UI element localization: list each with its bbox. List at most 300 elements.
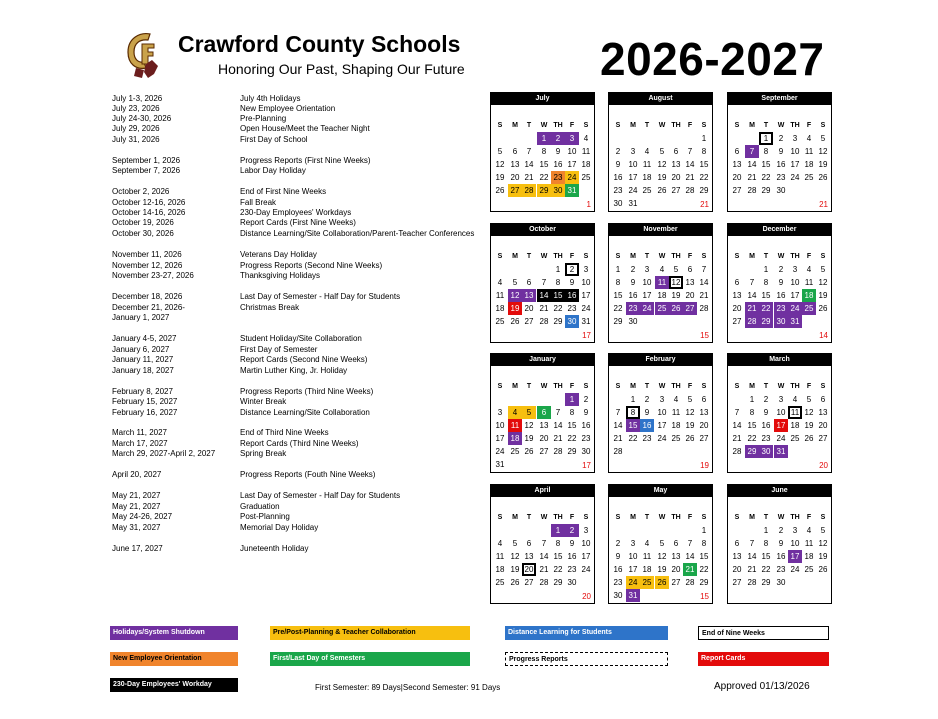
school-day-count: 17 xyxy=(582,331,591,340)
day-cell: 11 xyxy=(788,406,802,419)
weekday-header: W xyxy=(658,253,666,260)
weekday-header: S xyxy=(820,253,826,260)
weekday-header: S xyxy=(615,383,621,390)
event-description: Progress Reports (Third Nine Weeks) xyxy=(240,387,374,396)
day-cell: 13 xyxy=(522,289,536,302)
day-cell: 25 xyxy=(495,317,505,326)
event-date: September 7, 2026 xyxy=(112,166,181,175)
day-cell: 19 xyxy=(508,302,522,315)
day-cell: 8 xyxy=(701,147,707,156)
weekday-header: T xyxy=(644,514,650,521)
day-cell: 30 xyxy=(567,578,577,587)
day-cell: 2 xyxy=(778,265,784,274)
event-description: Graduation xyxy=(240,502,280,511)
weekday-header: W xyxy=(658,514,666,521)
day-cell: 10 xyxy=(628,552,638,561)
event-date: October 30, 2026 xyxy=(112,229,174,238)
month-name: August xyxy=(609,93,712,105)
day-cell: 13 xyxy=(699,408,709,417)
day-cell: 24 xyxy=(495,447,505,456)
day-cell: 18 xyxy=(642,565,652,574)
month-calendar-september xyxy=(727,92,832,212)
day-cell: 31 xyxy=(626,589,640,602)
day-cell: 31 xyxy=(565,184,579,197)
day-cell: 19 xyxy=(657,173,667,182)
weekday-header: M xyxy=(512,383,518,390)
event-description: Last Day of Semester - Half Day for Students xyxy=(240,491,401,500)
event-row xyxy=(112,366,482,376)
day-cell: 1 xyxy=(565,393,579,406)
weekday-header: S xyxy=(497,514,503,521)
weekday-header: S xyxy=(497,383,503,390)
event-row xyxy=(112,135,482,145)
day-cell: 17 xyxy=(495,434,505,443)
day-cell: 11 xyxy=(671,408,681,417)
day-cell: 12 xyxy=(657,160,667,169)
event-description: Winter Break xyxy=(240,397,287,406)
day-cell: 2 xyxy=(778,526,784,535)
day-cell: 10 xyxy=(567,147,577,156)
day-cell: 10 xyxy=(790,539,800,548)
day-cell: 6 xyxy=(820,395,826,404)
day-cell: 11 xyxy=(804,539,814,548)
day-cell: 30 xyxy=(551,184,565,197)
day-cell: 21 xyxy=(745,302,759,315)
day-cell: 4 xyxy=(792,395,798,404)
day-cell: 9 xyxy=(615,160,621,169)
event-date: October 14-16, 2026 xyxy=(112,208,186,217)
event-date: October 2, 2026 xyxy=(112,187,170,196)
day-cell: 12 xyxy=(524,421,534,430)
day-cell: 18 xyxy=(802,289,816,302)
event-description: Report Cards (Third Nine Weeks) xyxy=(240,439,359,448)
day-cell: 25 xyxy=(581,173,591,182)
day-cell: 31 xyxy=(495,460,505,469)
day-cell: 17 xyxy=(642,291,652,300)
school-day-count: 20 xyxy=(819,461,828,470)
day-cell: 8 xyxy=(626,406,640,419)
tagline: Honoring Our Past, Shaping Our Future xyxy=(218,61,465,77)
month-calendar-november xyxy=(608,223,713,343)
event-row xyxy=(112,94,482,104)
day-cell: 2 xyxy=(615,539,621,548)
weekday-header: TH xyxy=(671,514,681,521)
day-cell: 6 xyxy=(687,265,693,274)
day-cell: 13 xyxy=(671,552,681,561)
day-cell: 22 xyxy=(613,304,623,313)
day-cell: 20 xyxy=(732,565,742,574)
day-cell: 25 xyxy=(640,576,654,589)
day-cell: 5 xyxy=(659,147,665,156)
day-cell: 31 xyxy=(788,315,802,328)
month-calendar-october xyxy=(490,223,595,343)
day-cell: 6 xyxy=(701,395,707,404)
event-row xyxy=(112,114,482,124)
weekday-header: F xyxy=(687,122,693,129)
day-cell: 6 xyxy=(673,539,679,548)
day-cell: 26 xyxy=(510,317,520,326)
school-day-count: 14 xyxy=(819,331,828,340)
event-date: October 19, 2026 xyxy=(112,218,174,227)
day-cell: 31 xyxy=(628,199,638,208)
event-description: Memorial Day Holiday xyxy=(240,523,319,532)
event-description: Fall Break xyxy=(240,198,277,207)
month-name: February xyxy=(609,354,712,366)
event-date: January 11, 2027 xyxy=(112,355,174,364)
day-cell: 7 xyxy=(555,408,561,417)
day-cell: 19 xyxy=(671,291,681,300)
school-day-count: 19 xyxy=(700,461,709,470)
event-row xyxy=(112,334,482,344)
day-cell: 23 xyxy=(567,565,577,574)
day-cell: 8 xyxy=(701,539,707,548)
day-cell: 9 xyxy=(644,408,650,417)
day-cell: 23 xyxy=(567,304,577,313)
event-description: First Day of School xyxy=(240,135,308,144)
event-date: February 15, 2027 xyxy=(112,397,178,406)
day-cell: 7 xyxy=(701,265,707,274)
weekday-header: T xyxy=(763,122,769,129)
day-cell: 7 xyxy=(541,539,547,548)
weekday-header: S xyxy=(701,383,707,390)
day-cell: 16 xyxy=(776,160,786,169)
legend-item: First/Last Day of Semesters xyxy=(270,652,470,666)
weekday-header: T xyxy=(526,383,532,390)
weekday-header: M xyxy=(630,514,636,521)
month-calendar-july xyxy=(490,92,595,212)
event-description: Open House/Meet the Teacher Night xyxy=(240,124,370,133)
day-cell: 5 xyxy=(512,539,518,548)
day-cell: 4 xyxy=(508,406,522,419)
day-cell: 26 xyxy=(669,302,683,315)
weekday-header: TH xyxy=(790,383,800,390)
school-day-count: 20 xyxy=(582,592,591,601)
weekday-header: S xyxy=(615,514,621,521)
legend-item: New Employee Orientation xyxy=(110,652,238,666)
day-cell: 21 xyxy=(524,173,534,182)
weekday-header: TH xyxy=(553,253,563,260)
event-date: September 1, 2026 xyxy=(112,156,181,165)
day-cell: 20 xyxy=(671,173,681,182)
day-cell: 6 xyxy=(526,278,532,287)
weekday-header: S xyxy=(497,253,503,260)
day-cell: 21 xyxy=(539,565,549,574)
day-cell: 9 xyxy=(615,552,621,561)
day-cell: 9 xyxy=(630,278,636,287)
day-cell: 13 xyxy=(524,552,534,561)
event-row xyxy=(112,449,482,459)
day-cell: 25 xyxy=(655,302,669,315)
day-cell: 20 xyxy=(699,421,709,430)
day-cell: 21 xyxy=(613,434,623,443)
event-row xyxy=(112,124,482,134)
day-cell: 3 xyxy=(644,265,650,274)
day-cell: 16 xyxy=(565,289,579,302)
day-cell: 19 xyxy=(510,565,520,574)
month-name: March xyxy=(728,354,831,366)
day-cell: 12 xyxy=(495,160,505,169)
day-cell: 20 xyxy=(522,563,536,576)
day-cell: 4 xyxy=(583,134,589,143)
day-cell: 16 xyxy=(776,552,786,561)
day-cell: 21 xyxy=(539,304,549,313)
day-cell: 22 xyxy=(539,173,549,182)
day-cell: 28 xyxy=(553,447,563,456)
day-cell: 11 xyxy=(508,419,522,432)
day-cell: 14 xyxy=(524,160,534,169)
day-cell: 22 xyxy=(553,565,563,574)
weekday-header: T xyxy=(763,514,769,521)
day-cell: 30 xyxy=(759,445,773,458)
day-cell: 4 xyxy=(673,395,679,404)
weekday-header: TH xyxy=(553,514,563,521)
day-cell: 26 xyxy=(657,186,667,195)
day-cell: 24 xyxy=(776,434,786,443)
event-description: Christmas Break xyxy=(240,303,300,312)
day-cell: 10 xyxy=(581,278,591,287)
month-name: January xyxy=(491,354,594,366)
day-cell: 29 xyxy=(761,186,771,195)
day-cell: 23 xyxy=(642,434,652,443)
day-cell: 30 xyxy=(581,447,591,456)
day-cell: 15 xyxy=(613,291,623,300)
day-cell: 5 xyxy=(659,539,665,548)
day-cell: 26 xyxy=(510,578,520,587)
day-cell: 16 xyxy=(581,421,591,430)
day-cell: 16 xyxy=(640,419,654,432)
event-description: Distance Learning/Site Collaboration/Parent-Teacher Conferences xyxy=(240,229,475,238)
event-row xyxy=(112,156,482,166)
approval-date: Approved 01/13/2026 xyxy=(714,681,810,692)
day-cell: 23 xyxy=(613,186,623,195)
day-cell: 9 xyxy=(555,147,561,156)
school-day-count: 1 xyxy=(586,200,591,209)
day-cell: 8 xyxy=(555,278,561,287)
weekday-header: F xyxy=(569,514,575,521)
weekday-header: TH xyxy=(790,514,800,521)
day-cell: 3 xyxy=(778,395,784,404)
day-cell: 21 xyxy=(732,434,742,443)
day-cell: 15 xyxy=(761,552,771,561)
event-description: Progress Reports (First Nine Weeks) xyxy=(240,156,371,165)
day-cell: 2 xyxy=(615,147,621,156)
day-cell: 1 xyxy=(551,524,565,537)
day-cell: 26 xyxy=(804,434,814,443)
day-cell: 30 xyxy=(774,315,788,328)
event-date: July 1-3, 2026 xyxy=(112,94,163,103)
day-cell: 10 xyxy=(776,408,786,417)
day-cell: 27 xyxy=(818,434,828,443)
event-description: Post-Planning xyxy=(240,512,290,521)
event-description: Pre-Planning xyxy=(240,114,287,123)
event-description: New Employee Orientation xyxy=(240,104,336,113)
day-cell: 7 xyxy=(615,408,621,417)
day-cell: 11 xyxy=(804,147,814,156)
day-cell: 30 xyxy=(776,578,786,587)
day-cell: 3 xyxy=(583,526,589,535)
day-cell: 5 xyxy=(497,147,503,156)
event-description: July 4th Holidays xyxy=(240,94,301,103)
event-row xyxy=(112,166,482,176)
day-cell: 13 xyxy=(685,278,695,287)
day-cell: 15 xyxy=(747,421,757,430)
day-cell: 28 xyxy=(699,304,709,313)
day-cell: 20 xyxy=(539,434,549,443)
day-cell: 26 xyxy=(495,186,505,195)
day-cell: 9 xyxy=(778,278,784,287)
day-cell: 5 xyxy=(522,406,536,419)
day-cell: 3 xyxy=(565,132,579,145)
day-cell: 15 xyxy=(626,419,640,432)
day-cell: 31 xyxy=(581,317,591,326)
weekday-header: F xyxy=(569,253,575,260)
event-description: Spring Break xyxy=(240,449,287,458)
event-description: First Day of Semester xyxy=(240,345,318,354)
school-logo-icon xyxy=(122,30,160,80)
day-cell: 5 xyxy=(687,395,693,404)
weekday-header: S xyxy=(583,383,589,390)
event-date: January 1, 2027 xyxy=(112,313,170,322)
weekday-header: S xyxy=(734,383,740,390)
day-cell: 26 xyxy=(818,304,828,313)
day-cell: 20 xyxy=(510,173,520,182)
day-cell: 24 xyxy=(581,565,591,574)
event-description: Thanksgiving Holidays xyxy=(240,271,321,280)
day-cell: 15 xyxy=(553,552,563,561)
day-cell: 21 xyxy=(747,173,757,182)
day-cell: 19 xyxy=(524,434,534,443)
day-cell: 17 xyxy=(774,419,788,432)
day-cell: 2 xyxy=(583,395,589,404)
day-cell: 28 xyxy=(539,578,549,587)
weekday-header: W xyxy=(540,514,548,521)
day-cell: 13 xyxy=(818,408,828,417)
day-cell: 2 xyxy=(565,524,579,537)
day-cell: 22 xyxy=(747,434,757,443)
day-cell: 4 xyxy=(806,134,812,143)
day-cell: 5 xyxy=(820,265,826,274)
day-cell: 18 xyxy=(790,421,800,430)
day-cell: 9 xyxy=(778,539,784,548)
weekday-header: M xyxy=(630,383,636,390)
event-date: March 29, 2027-April 2, 2027 xyxy=(112,449,216,458)
day-cell: 10 xyxy=(657,408,667,417)
day-cell: 20 xyxy=(818,421,828,430)
day-cell: 11 xyxy=(804,278,814,287)
day-cell: 9 xyxy=(569,278,575,287)
day-cell: 22 xyxy=(699,173,709,182)
weekday-header: F xyxy=(806,253,812,260)
day-cell: 16 xyxy=(613,173,623,182)
event-row xyxy=(112,229,482,239)
weekday-header: T xyxy=(526,253,532,260)
event-row xyxy=(112,523,482,533)
day-cell: 17 xyxy=(628,565,638,574)
weekday-header: F xyxy=(569,122,575,129)
day-cell: 12 xyxy=(818,278,828,287)
day-cell: 7 xyxy=(749,539,755,548)
weekday-header: T xyxy=(763,253,769,260)
event-row xyxy=(112,313,482,323)
day-cell: 14 xyxy=(553,421,563,430)
weekday-header: T xyxy=(644,253,650,260)
day-cell: 27 xyxy=(524,578,534,587)
day-cell: 5 xyxy=(820,526,826,535)
day-cell: 4 xyxy=(644,147,650,156)
weekday-header: F xyxy=(806,122,812,129)
day-cell: 9 xyxy=(778,147,784,156)
day-cell: 27 xyxy=(732,317,742,326)
day-cell: 8 xyxy=(749,408,755,417)
event-row xyxy=(112,303,482,313)
weekday-header: T xyxy=(526,514,532,521)
day-cell: 6 xyxy=(537,406,551,419)
day-cell: 18 xyxy=(581,160,591,169)
day-cell: 28 xyxy=(732,447,742,456)
weekday-header: W xyxy=(658,383,666,390)
day-cell: 18 xyxy=(508,432,522,445)
day-cell: 4 xyxy=(497,539,503,548)
legend-item: Report Cards xyxy=(698,652,829,666)
event-row xyxy=(112,345,482,355)
weekday-header: S xyxy=(701,514,707,521)
day-cell: 17 xyxy=(581,291,591,300)
event-row xyxy=(112,218,482,228)
event-date: March 17, 2027 xyxy=(112,439,168,448)
event-row xyxy=(112,428,482,438)
day-cell: 22 xyxy=(759,302,773,315)
day-cell: 4 xyxy=(659,265,665,274)
day-cell: 27 xyxy=(683,302,697,315)
event-description: Student Holiday/Site Collaboration xyxy=(240,334,362,343)
day-cell: 7 xyxy=(687,539,693,548)
legend-item: Holidays/System Shutdown xyxy=(110,626,238,640)
day-cell: 10 xyxy=(581,539,591,548)
day-cell: 25 xyxy=(642,186,652,195)
day-cell: 3 xyxy=(659,395,665,404)
month-calendar-june xyxy=(727,484,832,604)
day-cell: 14 xyxy=(747,291,757,300)
day-cell: 24 xyxy=(626,576,640,589)
day-cell: 8 xyxy=(763,539,769,548)
day-cell: 22 xyxy=(628,434,638,443)
day-cell: 29 xyxy=(537,184,551,197)
month-name: November xyxy=(609,224,712,236)
day-cell: 26 xyxy=(818,173,828,182)
day-cell: 14 xyxy=(539,552,549,561)
day-cell: 14 xyxy=(747,552,757,561)
day-cell: 1 xyxy=(763,526,769,535)
day-cell: 24 xyxy=(581,304,591,313)
event-date: January 18, 2027 xyxy=(112,366,174,375)
weekday-header: S xyxy=(615,253,621,260)
day-cell: 18 xyxy=(657,291,667,300)
weekday-header: M xyxy=(749,514,755,521)
day-cell: 9 xyxy=(763,408,769,417)
day-cell: 13 xyxy=(510,160,520,169)
day-cell: 16 xyxy=(553,160,563,169)
day-cell: 26 xyxy=(818,565,828,574)
day-cell: 17 xyxy=(581,552,591,561)
day-cell: 16 xyxy=(628,291,638,300)
weekday-header: S xyxy=(734,514,740,521)
event-row xyxy=(112,104,482,114)
day-cell: 10 xyxy=(790,278,800,287)
day-cell: 11 xyxy=(495,552,505,561)
month-calendar-february xyxy=(608,353,713,473)
event-row xyxy=(112,250,482,260)
weekday-header: TH xyxy=(671,383,681,390)
